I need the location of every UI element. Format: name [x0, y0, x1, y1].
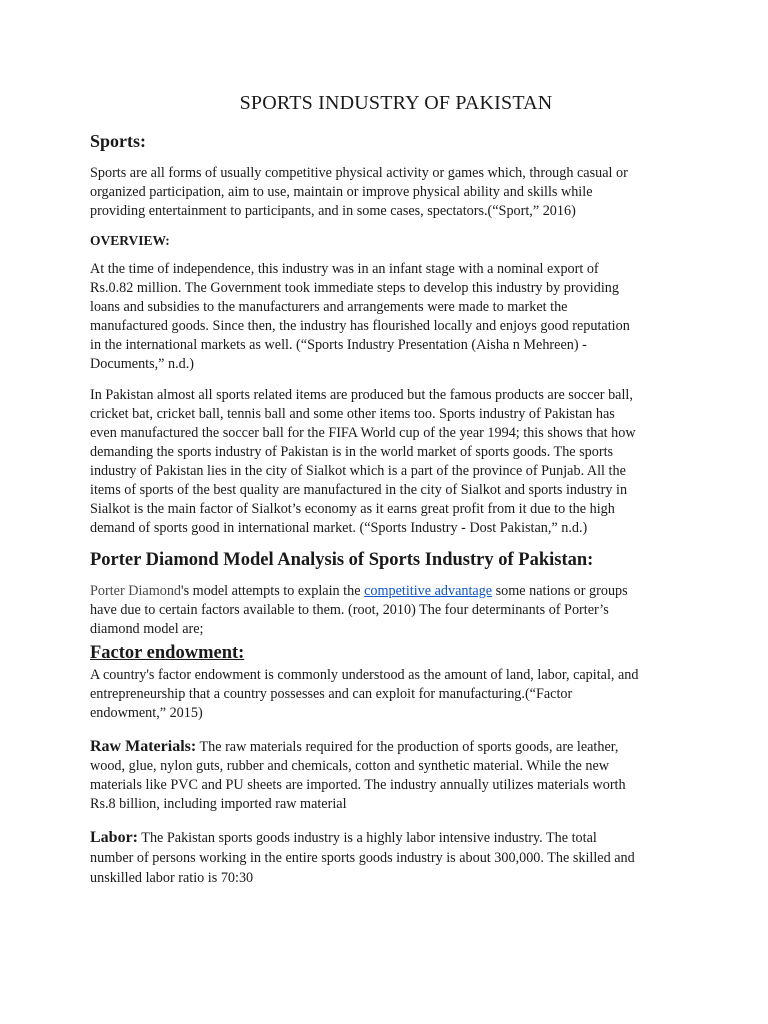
porter-text-mid: 's model attempts to explain the: [181, 583, 365, 599]
labor-heading: Labor: [90, 829, 133, 846]
sports-heading: Sports:: [90, 131, 147, 151]
document-title: SPORTS INDUSTRY OF PAKISTAN: [239, 92, 553, 114]
overview-paragraph-1: At the time of independence, this industry was in an infant stage with a nominal export of Rs.0.82 million. The Government took immediate steps to develop this industry by providing loans and subsidies to the manufacturers and arrangements were made to market the manufactured goods. Since then, the industry has flourished locally and enjoys good reputation in the international markets as well. (“Sports Industry Presentation (Aisha n Mehreen) - Documents,” n.d.): [90, 261, 630, 372]
competitive-advantage-link[interactable]: competitive advantage: [364, 583, 493, 599]
raw-materials-colon: :: [190, 738, 197, 755]
porter-text-post: some nations or groups have due to certain factors available to them. (root, 2010) The four determinants of Porter’s diamond model are;: [90, 583, 628, 637]
porter-diamond-text: Porter Diamond: [90, 583, 182, 599]
sports-paragraph: Sports are all forms of usually competitive physical activity or games which, through casual or organized participation, aim to use, maintain or improve physical ability and skills while providing entertainment to participants, and in some cases, spectators.(“Sport,” 2016): [90, 165, 628, 219]
labor-paragraph: [90, 828, 688, 888]
factor-endowment-heading: Factor endowment:: [90, 643, 245, 663]
raw-materials-text: The raw materials required for the production of sports goods, are leather, wood, glue, nylon guts, rubber and chemicals, cotton and synthetic material. While the new materials like PVC and PU sheets are imported. The industry annually utilizes materials worth Rs.8 billion, including imported raw material: [90, 739, 626, 812]
raw-materials-paragraph: [90, 737, 688, 814]
labor-colon: :: [132, 829, 138, 846]
overview-heading: OVERVIEW:: [90, 233, 170, 248]
overview-paragraph-2: In Pakistan almost all sports related items are produced but the famous products are soccer ball, cricket bat, cricket ball, tennis ball and some other items too. Sports industry of Pakistan has even manufactured the soccer ball for the FIFA World cup of the year 1994; this shows that how demanding the sports industry of Pakistan is in the world market of sports goods. The sports industry of Pakistan lies in the city of Sialkot which is a part of the province of Punjab. All the items of sports of the best quality are manufactured in the city of Sialkot and sports industry in Sialkot is the main factor of Sialkot’s economy as it earns great profit from it due to the high demand of sports good in international market. (“Sports Industry - Dost Pakistan,” n.d.): [90, 387, 636, 536]
labor-text: The Pakistan sports goods industry is a highly labor intensive industry. The total number of persons working in the entire sports goods industry is about 300,000. The skilled and unskilled labor ratio is 70:30: [90, 830, 635, 886]
porter-paragraph: [90, 582, 688, 639]
porter-heading: Porter Diamond Model Analysis of Sports Industry of Pakistan:: [90, 550, 594, 570]
raw-materials-heading: Raw Materials: [90, 738, 191, 755]
factor-endowment-paragraph: A country's factor endowment is commonly understood as the amount of land, labor, capital, and entrepreneurship that a country possesses and can exploit for manufacturing.(“Factor endowment,” 2015): [90, 667, 639, 721]
